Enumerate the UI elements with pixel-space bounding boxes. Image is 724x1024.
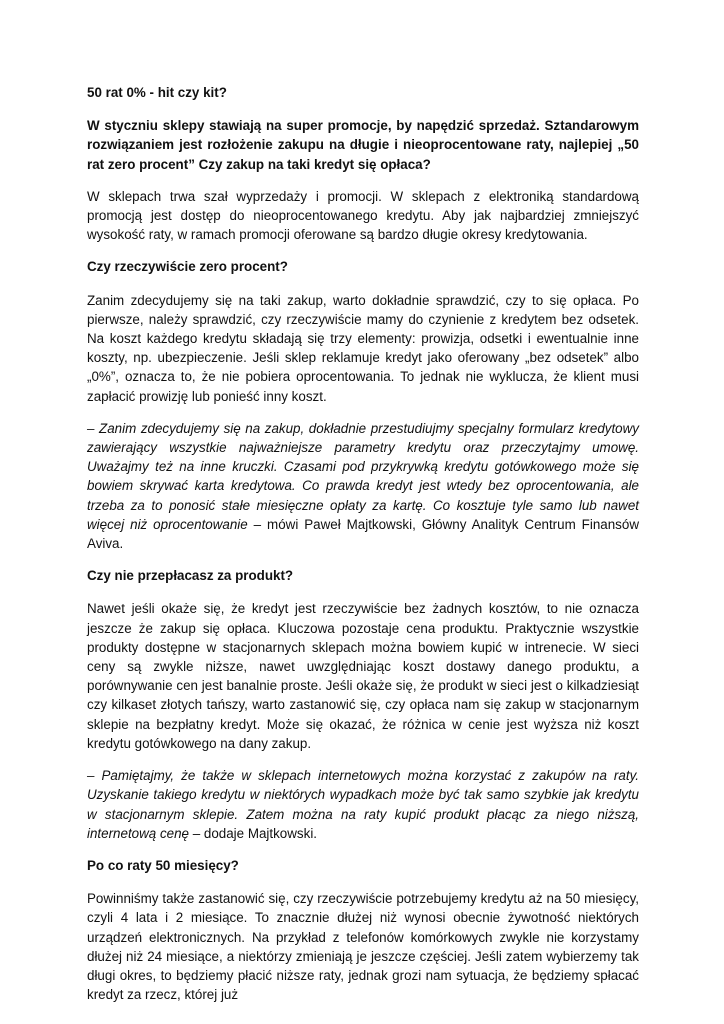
- quote-text-1: – Zanim zdecydujemy się na zakup, dokładnie przestudiujmy specjalny formularz kredytowy zawierający wszystkie najważniejsze parametry kredytu oraz przeczytajmy umowę. Uważajmy też na inne kruczki. Czasami pod przykrywką kredytu gotówkowego może się bowiem skrywać karta kredytowa. Co prawda kredyt jest wtedy bez oprocentowania, ale trzeba za to ponosić stałe miesięczne opłaty za kartę. Co kosztuje tyle samo lub nawet więcej niż oprocentowanie: [87, 420, 639, 532]
- article-title: 50 rat 0% - hit czy kit?: [87, 85, 227, 100]
- section-body-zero-procent: Zanim zdecydujemy się na taki zakup, warto dokładnie sprawdzić, czy to się opłaca. Po pierwsze, należy sprawdzić, czy rzeczywiście mamy do czynienie z kredytem bez odsetek. Na koszt każdego kredytu składają się trzy elementy: prowizja, odsetki i ewentualnie inne koszty, np. ubezpieczenie. Jeśli sklep reklamuje kredyt jako oferowany „bez odsetek” albo „0%”, oznacza to, że nie pobiera oprocentowania. To jednak nie wyklucza, że klient musi zapłacić prowizję lub ponieść inny koszt.: [87, 292, 639, 404]
- article-intro: W sklepach trwa szał wyprzedaży i promocji. W sklepach z elektroniką standardową promocją jest dostęp do nieoprocentowanego kredytu. Aby jak najbardziej zmniejszyć wysokość raty, w ramach promocji oferowane są bardzo długie okresy kredytowania.: [87, 188, 639, 243]
- quote-paragraph-1: [87, 419, 639, 553]
- document-page: [87, 83, 639, 1017]
- section-body-50-miesiecy: Powinniśmy także zastanowić się, czy rzeczywiście potrzebujemy kredytu aż na 50 miesięcy, czyli 4 lata i 2 miesiące. To znacznie dłużej niż wynosi obecnie żywotność niektórych urządzeń elektronicznych. Na przykład z telefonów komórkowych zwykle nie korzystamy dłużej niż 24 miesiące, a niektórzy zmieniają je jeszcze częściej. Jeśli zatem wybierzemy tak długi okres, to będziemy płacić niższe raty, jednak grozi nam sytuacja, że będziemy spłacać kredyt za rzecz, której już: [87, 891, 639, 1003]
- quote-text-2: – Pamiętajmy, że także w sklepach internetowych można korzystać z zakupów na raty. Uzyskanie takiego kredytu w niektórych wypadkach może być tak samo szybkie jak kredytu w stacjonarnym sklepie. Zatem można na raty kupić produkt płacąc za niego niższą, internetową cenę: [87, 768, 639, 841]
- section-body-przeplacasz: Nawet jeśli okaże się, że kredyt jest rzeczywiście bez żadnych kosztów, to nie oznacza jeszcze że zakup się opłaca. Kluczowa pozostaje cena produktu. Praktycznie wszystkie produkty dostępne w stacjonarnych sklepach można bowiem kupić w intrenecie. W sieci ceny są zwykle niższe, nawet uwzględniając koszt dostawy danego produktu, a porównywanie cen jest banalnie proste. Jeśli okaże się, że produkt w sieci jest o kilkadziesiąt czy kilkaset złotych tańszy, warto zastanowić się, czy opłaca nam się zakup w stacjonarnym sklepie na bezpłatny kredyt. Może się okazać, że różnica w cenie jest wyższa niż koszt kredytu gotówkowego na dany zakup.: [87, 601, 639, 751]
- section-heading-50-miesiecy: Po co raty 50 miesięcy?: [87, 857, 239, 873]
- quote-paragraph-2: [87, 766, 639, 843]
- section-heading-zero-procent: Czy rzeczywiście zero procent?: [87, 259, 288, 275]
- section-heading-przeplacasz: Czy nie przepłacasz za produkt?: [87, 568, 294, 584]
- article-lead: W styczniu sklepy stawiają na super promocje, by napędzić sprzedaż. Sztandarowym rozwiązaniem jest rozłożenie zakupu na długie i nieoprocentowane raty, najlepiej „50 rat zero procent” Czy zakup na taki kredyt się opłaca?: [87, 118, 639, 172]
- quote-attribution-2: – dodaje Majtkowski.: [189, 825, 318, 841]
- quote-attribution-1: – mówi Paweł Majtkowski, Główny Analityk Centrum Finansów Aviva.: [87, 516, 639, 552]
